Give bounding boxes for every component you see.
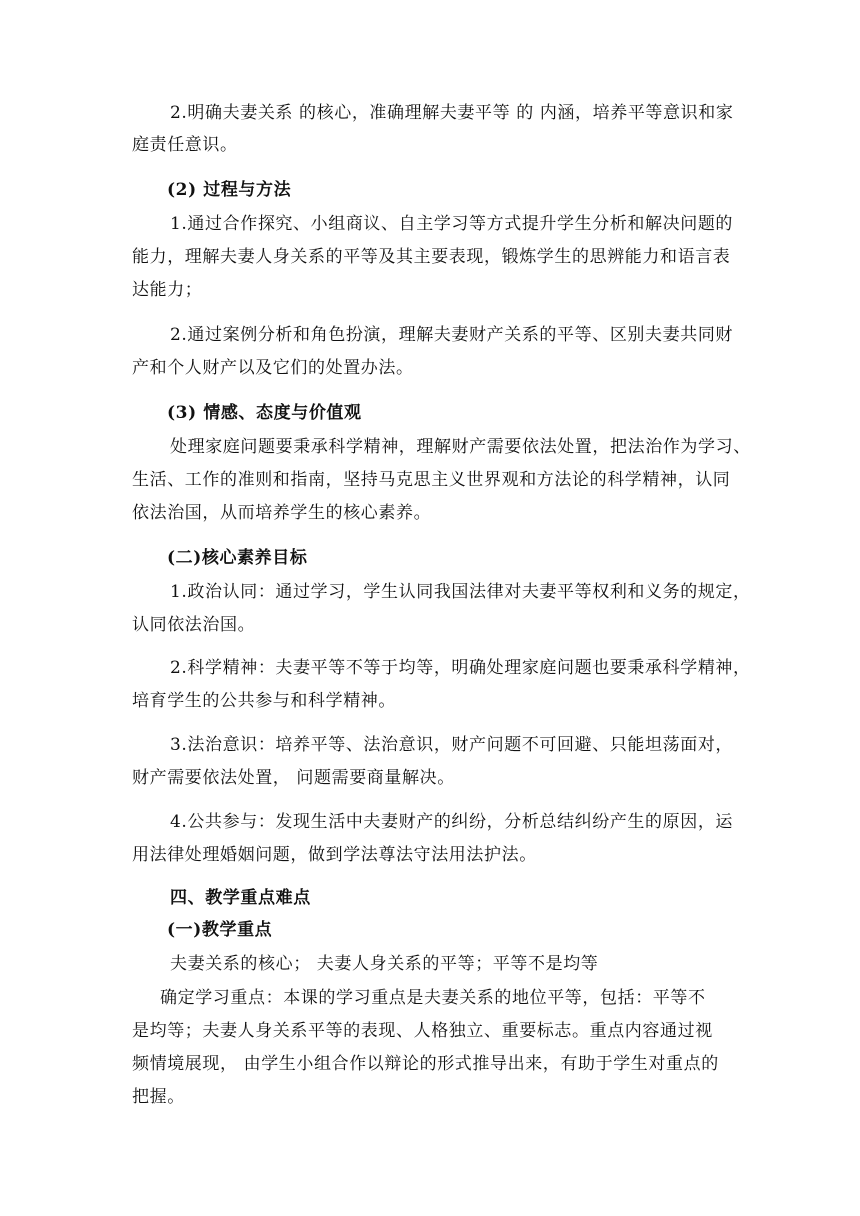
core-item3-line1: 3.法治意识：培养平等、法治意识，财产问题不可回避、只能坦荡面对， (170, 735, 734, 755)
core-item4-line2: 用法律处理婚姻问题，做到学法尊法守法用法护法。 (132, 845, 537, 865)
process-item1-line3: 达能力； (132, 280, 203, 300)
process-item1-line2: 能力，理解夫妻人身关系的平等及其主要表现，锻炼学生的思辨能力和语言表 (132, 247, 731, 267)
process-item2-line2: 产和个人财产以及它们的处置办法。 (132, 358, 414, 378)
emotion-heading: (3) 情感、态度与价值观 (167, 403, 362, 423)
core-item4-line1: 4.公共参与：发现生活中夫妻财产的纠纷，分析总结纠纷产生的原因，运 (170, 812, 734, 832)
knowledge-item2-line2: 庭责任意识。 (132, 135, 238, 155)
determine-line3: 频情境展现， 由学生小组合作以辩论的形式推导出来，有助于学生对重点的 (132, 1054, 719, 1074)
core-item1-line2: 认同依法治国。 (132, 615, 256, 635)
process-item1-line1: 1.通过合作探究、小组商议、自主学习等方式提升学生分析和解决问题的 (170, 214, 734, 234)
difficulty-sub-heading: (一)教学重点 (167, 920, 273, 940)
determine-line4: 把握。 (132, 1087, 185, 1107)
core-item2-line2: 培育学生的公共参与和科学精神。 (132, 691, 396, 711)
emotion-para-line3: 依法治国，从而培养学生的核心素养。 (132, 503, 432, 523)
core-item1-line1: 1.政治认同：通过学习，学生认同我国法律对夫妻平等权利和义务的规定， (170, 582, 751, 602)
difficulty-heading: 四、教学重点难点 (170, 888, 311, 908)
process-heading: (2) 过程与方法 (167, 180, 292, 200)
core-item3-line2: 财产需要依法处置， 问题需要商量解决。 (132, 768, 455, 788)
emotion-para-line1: 处理家庭问题要秉承科学精神，理解财产需要依法处置，把法治作为学习、 (170, 437, 751, 457)
core-item2-line1: 2.科学精神：夫妻平等不等于均等，明确处理家庭问题也要秉承科学精神， (170, 658, 751, 678)
emotion-para-line2: 生活、工作的准则和指南，坚持马克思主义世界观和方法论的科学精神，认同 (132, 470, 731, 490)
determine-line1: 确定学习重点：本课的学习重点是夫妻关系的地位平等，包括：平等不 (160, 988, 706, 1008)
determine-line2: 是均等；夫妻人身关系平等的表现、人格独立、重要标志。重点内容通过视 (132, 1021, 713, 1041)
core-heading: (二)核心素养目标 (167, 548, 308, 568)
process-item2-line1: 2.通过案例分析和角色扮演，理解夫妻财产关系的平等、区别夫妻共同财 (170, 325, 734, 345)
key-points-line: 夫妻关系的核心； 夫妻人身关系的平等；平等不是均等 (170, 954, 599, 974)
knowledge-item2-line1: 2.明确夫妻关系 的核心，准确理解夫妻平等 的 内涵，培养平等意识和家 (170, 103, 734, 123)
